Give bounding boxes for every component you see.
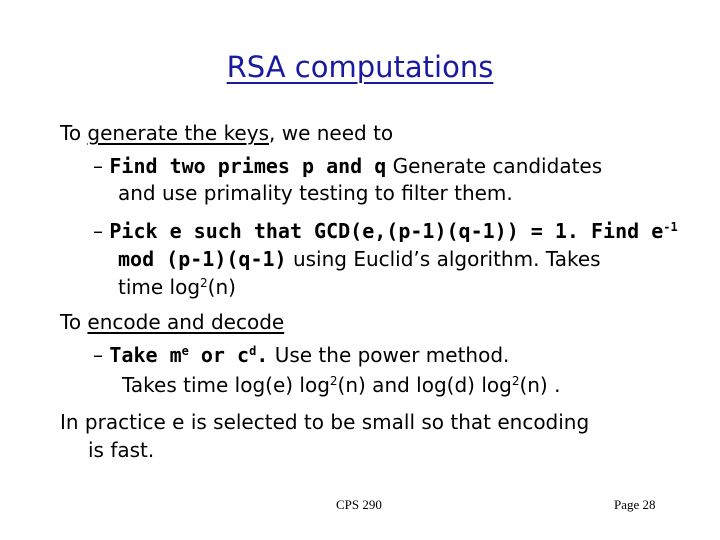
line-encode-decode — [60, 309, 284, 335]
line-in-practice-cont: is fast. — [88, 438, 155, 462]
code-text: or c — [188, 343, 250, 367]
bullet-power-method-cont — [122, 372, 560, 398]
text: time log — [118, 275, 201, 299]
superscript: -1 — [663, 220, 678, 234]
bullet-dash: – — [93, 154, 103, 178]
underlined-phrase: generate the keys — [87, 121, 269, 145]
bullet-dash: – — [93, 343, 103, 367]
line-in-practice: In practice e is selected to be small so that encoding — [60, 410, 590, 434]
bullet-find-primes — [93, 153, 602, 179]
superscript: d — [249, 344, 257, 358]
code-text: . — [256, 343, 269, 367]
text: (n) — [207, 275, 236, 299]
superscript: 2 — [329, 374, 338, 388]
bullet-find-primes-cont: and use primality testing to filter them. — [118, 181, 513, 205]
code-text: mod (p-1)(q-1) — [118, 247, 287, 271]
underlined-phrase: encode and decode — [87, 310, 285, 334]
bullet-power-method — [93, 342, 509, 368]
superscript: 2 — [511, 374, 520, 388]
line-generate-keys — [60, 120, 393, 146]
bullet-dash: – — [93, 219, 103, 243]
text: Takes time log(e) log — [122, 373, 330, 397]
text: To — [60, 121, 88, 145]
superscript: 2 — [200, 276, 208, 290]
footer-course: CPS 290 — [336, 497, 382, 512]
footer-page-number: Page 28 — [614, 497, 656, 512]
text: (n) . — [519, 373, 561, 397]
code-text: Pick e such that GCD(e,(p-1)(q-1)) = 1. Find e — [109, 219, 664, 243]
slide-title: RSA computations — [226, 50, 494, 84]
code-text: Take m — [109, 343, 182, 367]
code-text: Find two primes p and q — [109, 154, 387, 178]
text: Use the power method. — [268, 343, 510, 367]
bullet-pick-e — [93, 218, 678, 244]
text: Generate candidates — [392, 154, 603, 178]
bullet-pick-e-cont — [118, 246, 601, 272]
text: using Euclid’s algorithm. Takes — [292, 247, 601, 271]
bullet-pick-e-time — [118, 274, 236, 300]
superscript: e — [181, 344, 189, 358]
text: , we need to — [269, 121, 394, 145]
text: (n) and log(d) log — [337, 373, 512, 397]
text: To — [60, 310, 88, 334]
